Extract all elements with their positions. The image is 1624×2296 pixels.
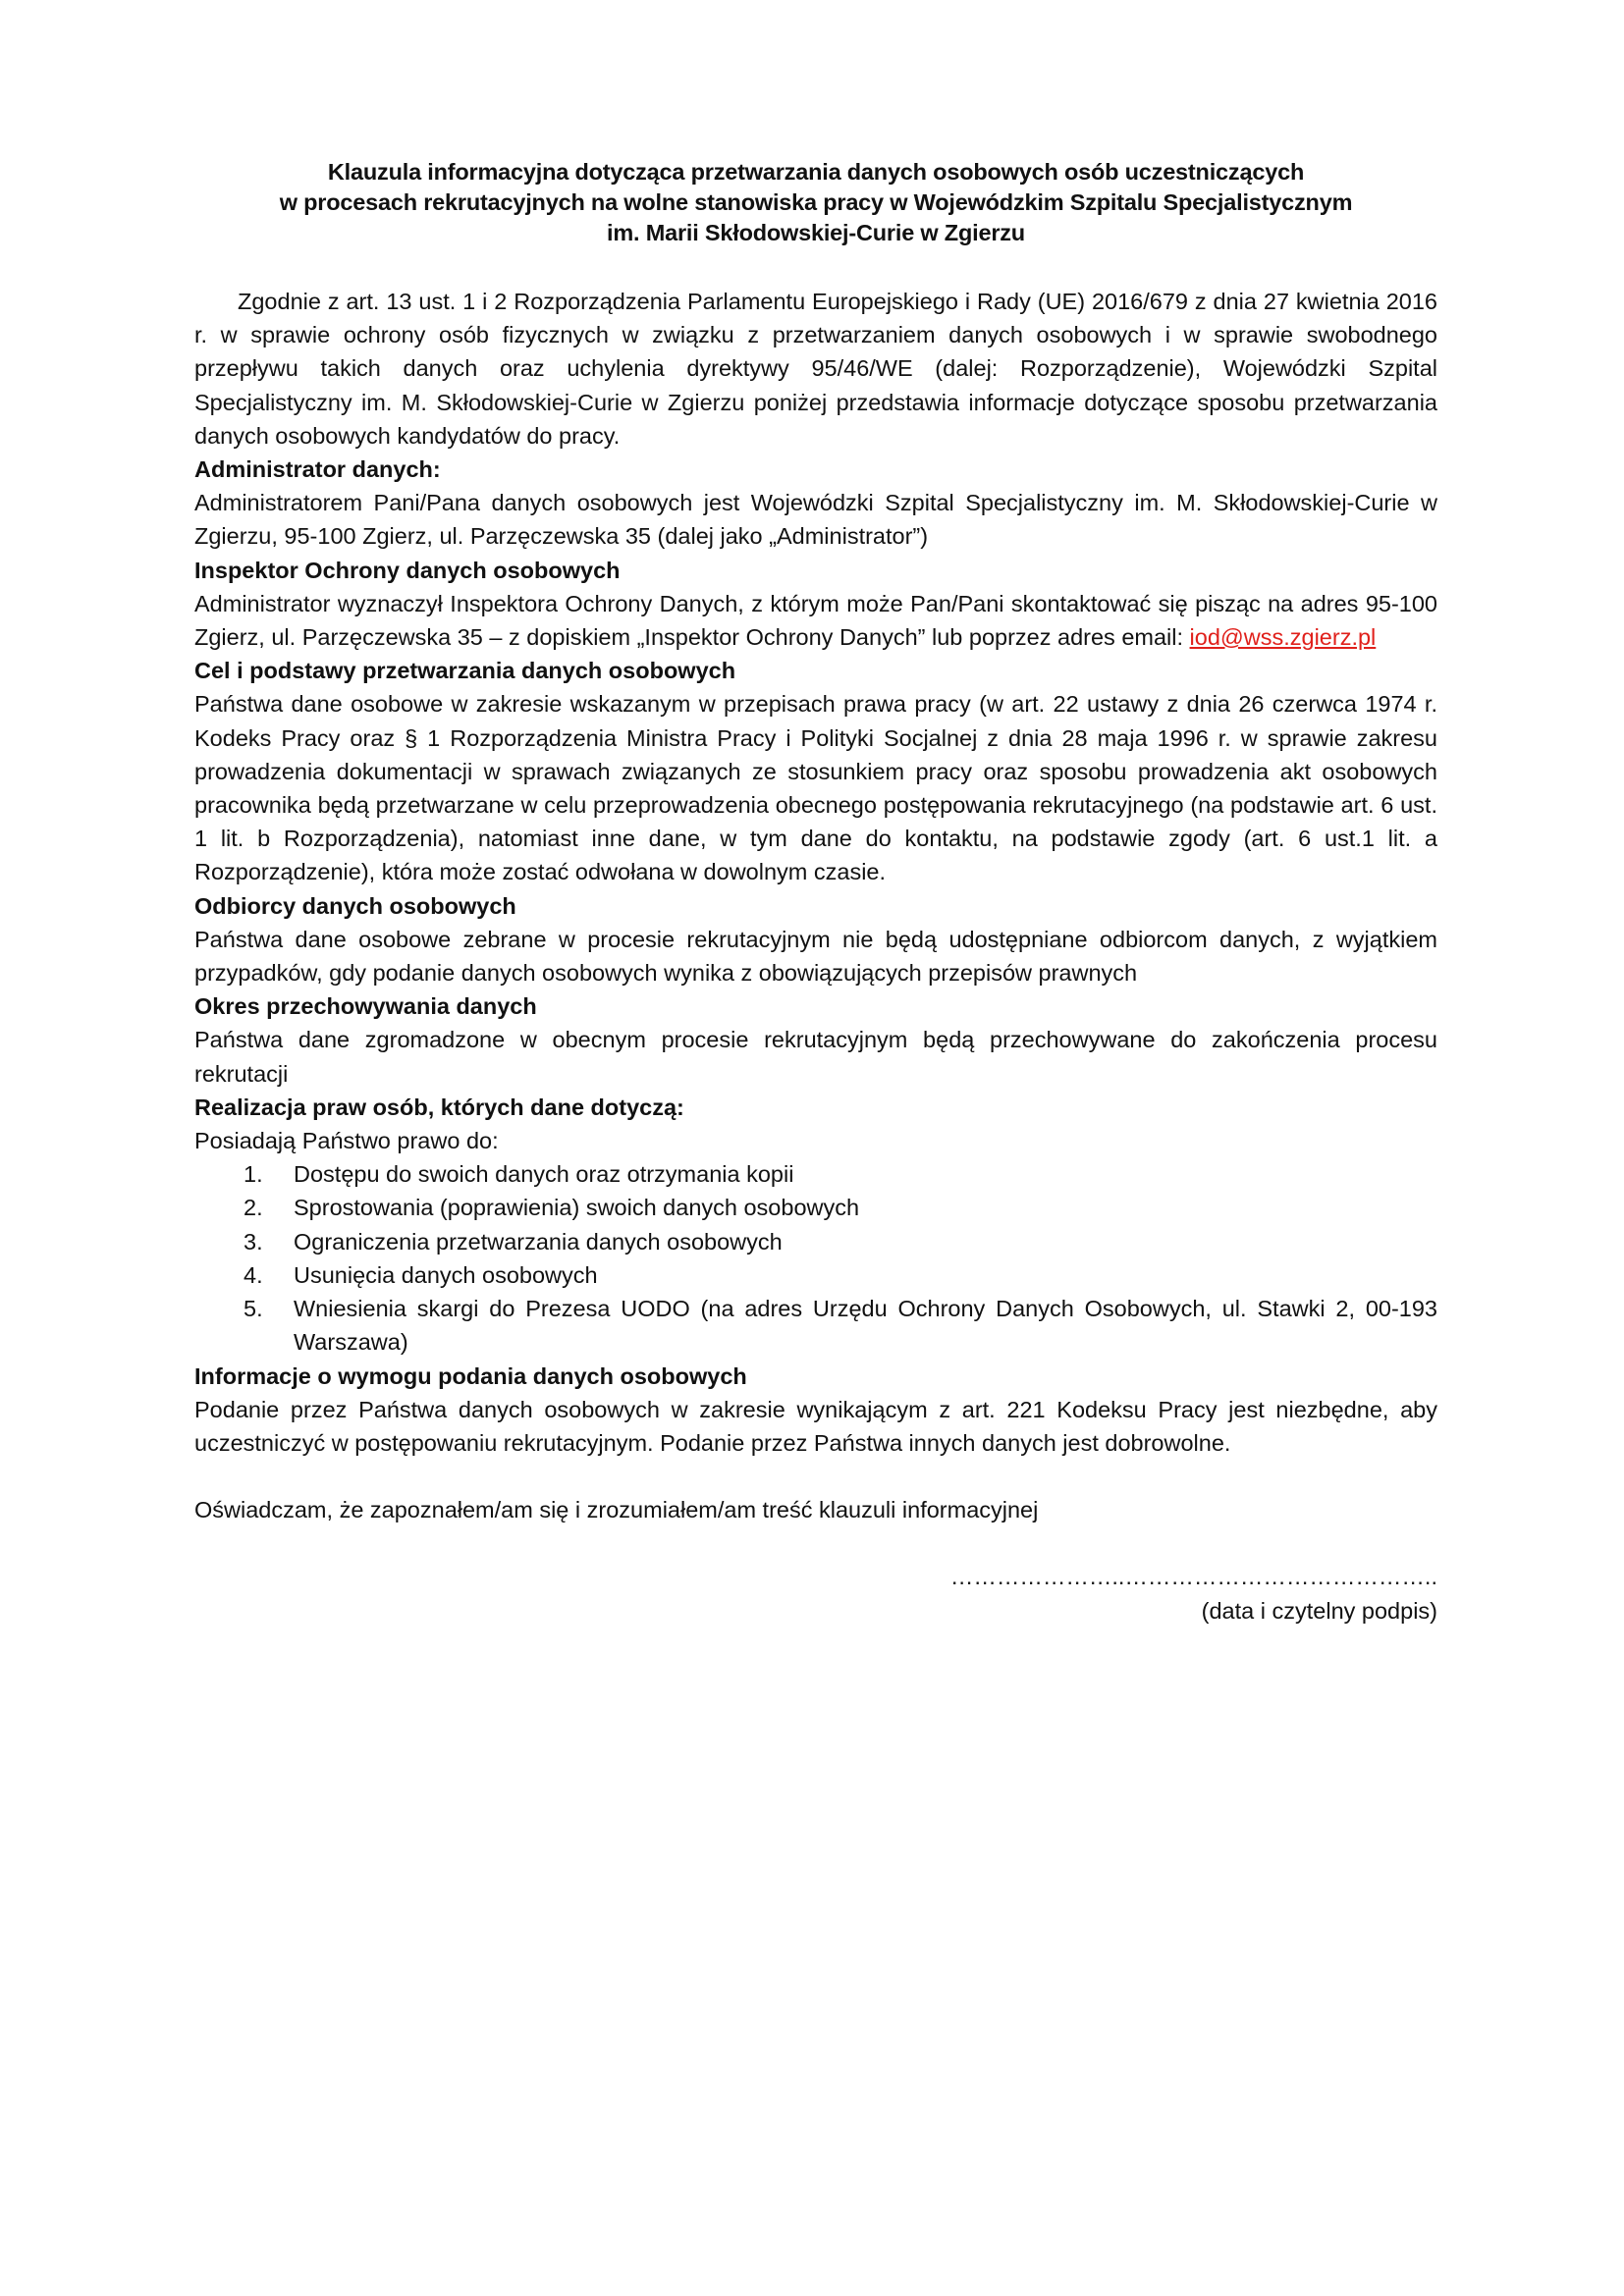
document-title: [194, 157, 1437, 248]
list-item-number: 3.: [244, 1228, 263, 1255]
inspector-paragraph: [194, 587, 1437, 654]
list-item: [194, 1258, 1437, 1292]
document-content: [194, 157, 1437, 1628]
retention-heading: Okres przechowywania danych: [194, 993, 537, 1020]
list-item: [194, 1191, 1437, 1224]
recipients-text: Państwa dane osobowe zebrane w procesie rekrutacyjnym nie będą udostępniane odbiorcom danych, z wyjątkiem przypadków, gdy podanie danych osobowych wynika z obowiązujących przepisów prawnych: [194, 926, 1437, 987]
declaration-text: Oświadczam, że zapoznałem/am się i zrozumiałem/am treść klauzuli informacyjnej: [194, 1497, 1039, 1523]
administrator-heading: Administrator danych:: [194, 456, 441, 483]
purpose-text: Państwa dane osobowe w zakresie wskazanym w przepisach prawa pracy (w art. 22 ustawy z dnia 26 czerwca 1974 r. Kodeks Pracy oraz § 1 Rozporządzenia Ministra Pracy i Polityki Socjalnej z dnia 28 maja 1996 r. w sprawie zakresu prowadzenia dokumentacji w sprawach związanych ze stosunkiem pracy oraz sposobu prowadzenia akt osobowych pracownika będą przetwarzane w celu przeprowadzenia obecnego postępowania rekrutacyjnego (na podstawie art. 6 ust. 1 lit. b Rozporządzenia), natomiast inne dane, w tym dane do kontaktu, na podstawie zgody (art. 6 ust.1 lit. a Rozporządzenie), która może zostać odwołana w dowolnym czasie.: [194, 691, 1437, 885]
list-item-number: 4.: [244, 1261, 263, 1288]
inspector-heading: Inspektor Ochrony danych osobowych: [194, 557, 621, 583]
requirement-heading: Informacje o wymogu podania danych osobowych: [194, 1362, 747, 1389]
rights-heading: Realizacja praw osób, których dane dotyczą:: [194, 1094, 684, 1120]
list-item-text: Ograniczenia przetwarzania danych osobowych: [294, 1228, 783, 1255]
title-line-1: Klauzula informacyjna dotycząca przetwarzania danych osobowych osób uczestniczących: [327, 159, 1305, 185]
requirement-text: Podanie przez Państwa danych osobowych w zakresie wynikającym z art. 221 Kodeksu Pracy jest niezbędne, aby uczestniczyć w postępowaniu rekrutacyjnym. Podanie przez Państwa innych danych jest dobrowolne.: [194, 1396, 1437, 1456]
title-line-3: im. Marii Skłodowskiej-Curie w Zgierzu: [607, 220, 1025, 245]
recipients-heading: Odbiorcy danych osobowych: [194, 892, 516, 919]
list-item-text: Usunięcia danych osobowych: [294, 1261, 598, 1288]
title-line-2: w procesach rekrutacyjnych na wolne stanowiska pracy w Wojewódzkim Szpitalu Specjalistycznym: [279, 189, 1353, 215]
list-item-number: 2.: [244, 1195, 263, 1221]
signature-caption: (data i czytelny podpis): [1201, 1597, 1437, 1624]
signature-line: …………………..…………………………………..: [949, 1564, 1437, 1590]
purpose-heading: Cel i podstawy przetwarzania danych osobowych: [194, 658, 736, 684]
list-item-text: Dostępu do swoich danych oraz otrzymania kopii: [294, 1161, 794, 1188]
rights-list: [194, 1157, 1437, 1359]
list-item-text: Wniesienia skargi do Prezesa UODO (na adres Urzędu Ochrony Danych Osobowych, ul. Stawki 2, 00-193 Warszawa): [294, 1296, 1437, 1356]
list-item: [194, 1157, 1437, 1191]
list-item-number: 5.: [244, 1296, 263, 1322]
rights-intro: Posiadają Państwo prawo do:: [194, 1128, 499, 1154]
list-item: [194, 1292, 1437, 1359]
list-item: [194, 1225, 1437, 1258]
retention-text: Państwa dane zgromadzone w obecnym procesie rekrutacyjnym będą przechowywane do zakończenia procesu rekrutacji: [194, 1027, 1437, 1087]
inspector-text: Administrator wyznaczył Inspektora Ochrony Danych, z którym może Pan/Pani skontaktować się pisząc na adres 95-100 Zgierz, ul. Parzęczewska 35 – z dopiskiem „Inspektor Ochrony Danych” lub poprzez adres email:: [194, 590, 1437, 651]
list-item-number: 1.: [244, 1161, 263, 1188]
intro-paragraph: Zgodnie z art. 13 ust. 1 i 2 Rozporządzenia Parlamentu Europejskiego i Rady (UE) 2016/679 z dnia 27 kwietnia 2016 r. w sprawie ochrony osób fizycznych w związku z przetwarzaniem danych osobowych i w sprawie swobodnego przepływu takich danych oraz uchylenia dyrektywy 95/46/WE (dalej: Rozporządzenie), Wojewódzki Szpital Specjalistyczny im. M. Skłodowskiej-Curie w Zgierzu poniżej przedstawia informacje dotyczące sposobu przetwarzania danych osobowych kandydatów do pracy.: [194, 289, 1437, 449]
administrator-text: Administratorem Pani/Pana danych osobowych jest Wojewódzki Szpital Specjalistyczny im. M. Skłodowskiej-Curie w Zgierzu, 95-100 Zgierz, ul. Parzęczewska 35 (dalej jako „Administrator”): [194, 490, 1437, 550]
list-item-text: Sprostowania (poprawienia) swoich danych osobowych: [294, 1195, 860, 1221]
signature-block: [194, 1560, 1437, 1627]
inspector-email-link[interactable]: iod@wss.zgierz.pl: [1189, 624, 1377, 651]
